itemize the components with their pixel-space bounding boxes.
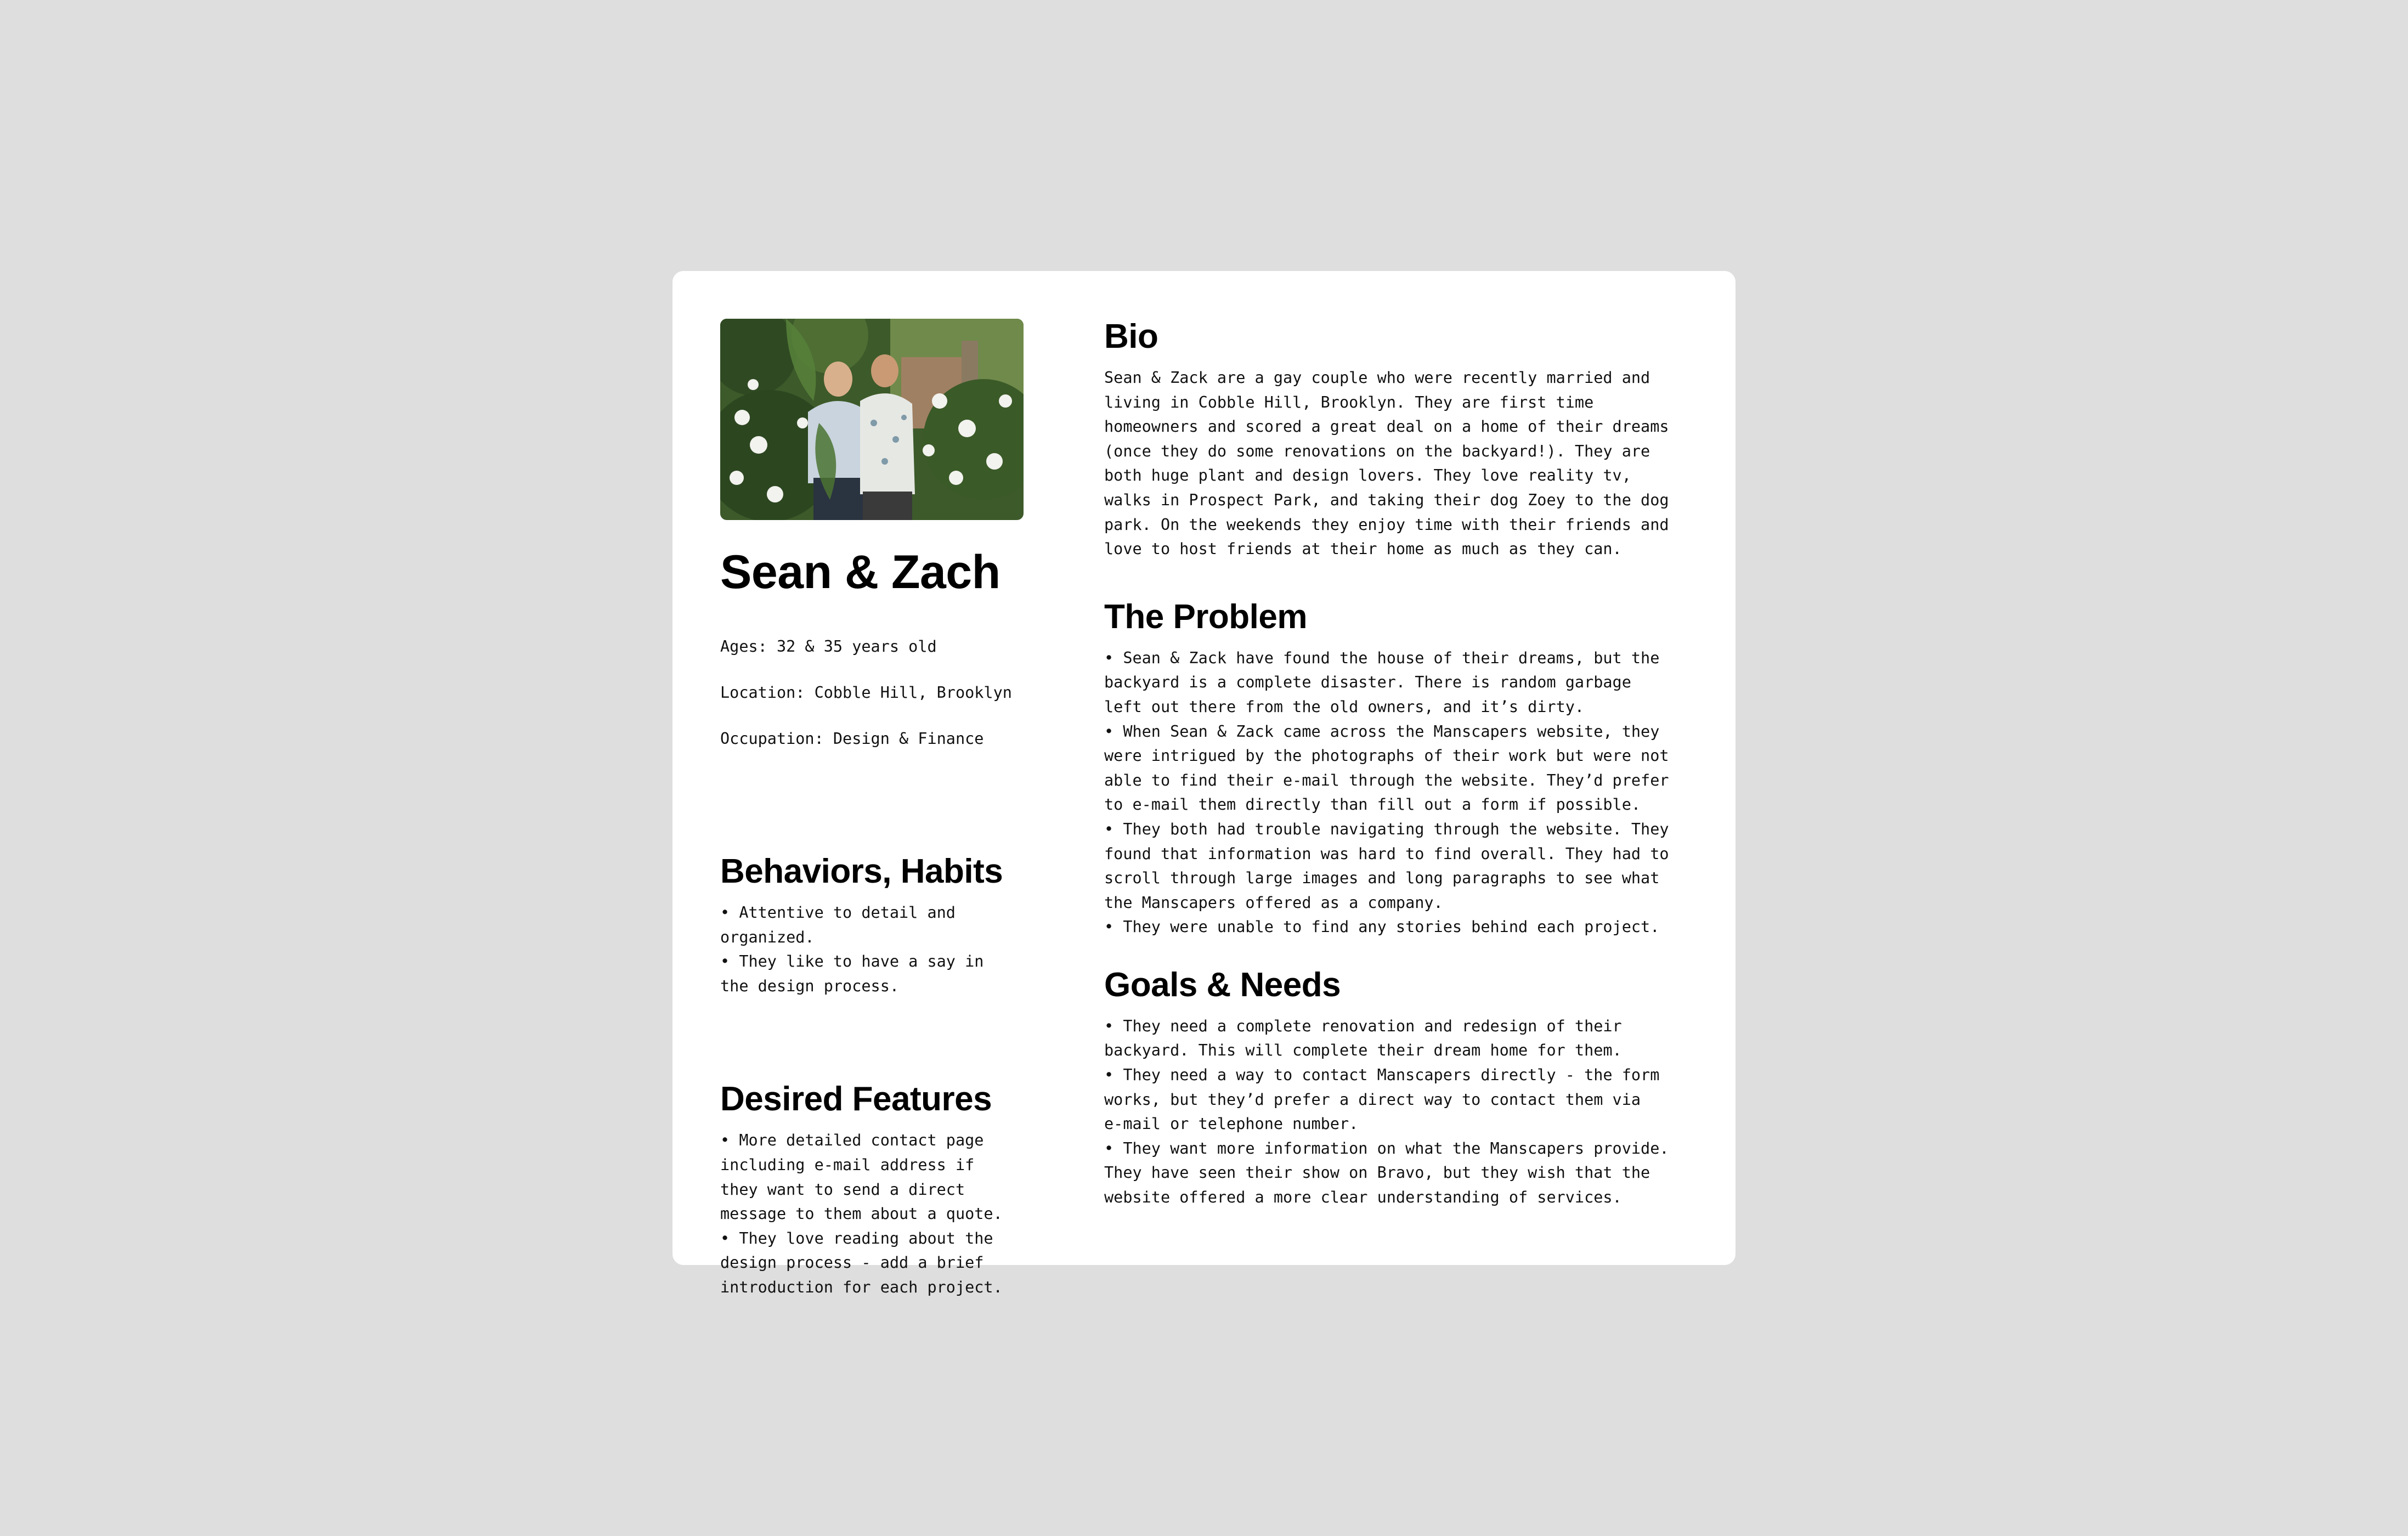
problem-text: • Sean & Zack have found the house of their dreams, but the backyard is a complete disaster. There is random garbage left out there from the old owners, and it’s dirty. • When Sean & Zack came across the Manscapers website, they were intrigued by the photographs of their work but were not able to find their e-mail through the website. They’d prefer to e-mail them directly than fill out a form if possible. • They both had trouble navigating through the website. They found that information was hard to find overall. They had to scroll through large images and long paragraphs to see what the Manscapers offered as a company. • They were unable to find any stories behind each project.	[1104, 648, 1669, 936]
persona-name: Sean & Zach	[720, 546, 1000, 598]
left-column	[720, 319, 1038, 1300]
goals-heading: Goals & Needs	[1104, 965, 1341, 1004]
persona-meta	[720, 612, 1038, 773]
features-text: • More detailed contact page including e-mail address if they want to send a direct message to them about a quote. • They love reading about the design process - add a brief introduction for each project.	[720, 1131, 1003, 1296]
persona-location: Location: Cobble Hill, Brooklyn	[720, 684, 1012, 702]
persona-photo	[720, 319, 1024, 520]
persona-card	[672, 271, 1736, 1296]
persona-occupation: Occupation: Design & Finance	[720, 730, 984, 748]
right-column	[1104, 319, 1697, 1210]
persona-ages: Ages: 32 & 35 years old	[720, 637, 937, 656]
features-heading: Desired Features	[720, 1080, 992, 1119]
bio-text: Sean & Zack are a gay couple who were recently married and living in Cobble Hill, Brooklyn. They are first time homeowners and scored a great deal on a home of their dreams (once they do some renovations on the backyard!). They are both huge plant and design lovers. They love reality tv, walks in Prospect Park, and taking their dog Zoey to the dog park. On the weekends they enjoy time with their friends and love to host friends at their home as much as they can.	[1104, 369, 1669, 558]
behaviors-heading: Behaviors, Habits	[720, 852, 1003, 890]
problem-heading: The Problem	[1104, 597, 1308, 636]
behaviors-text: • Attentive to detail and organized. • They like to have a say in the design process.	[720, 903, 984, 995]
bio-heading: Bio	[1104, 318, 1158, 355]
goals-text: • They need a complete renovation and redesign of their backyard. This will complete their dream home for them. • They need a way to contact Manscapers directly - the form works, but they’d prefer a direct way to contact them via e-mail or telephone number. • They want more information on what the Manscapers provide. They have seen their show on Bravo, but they wish that the website offered a more clear understanding of services.	[1104, 1017, 1669, 1207]
